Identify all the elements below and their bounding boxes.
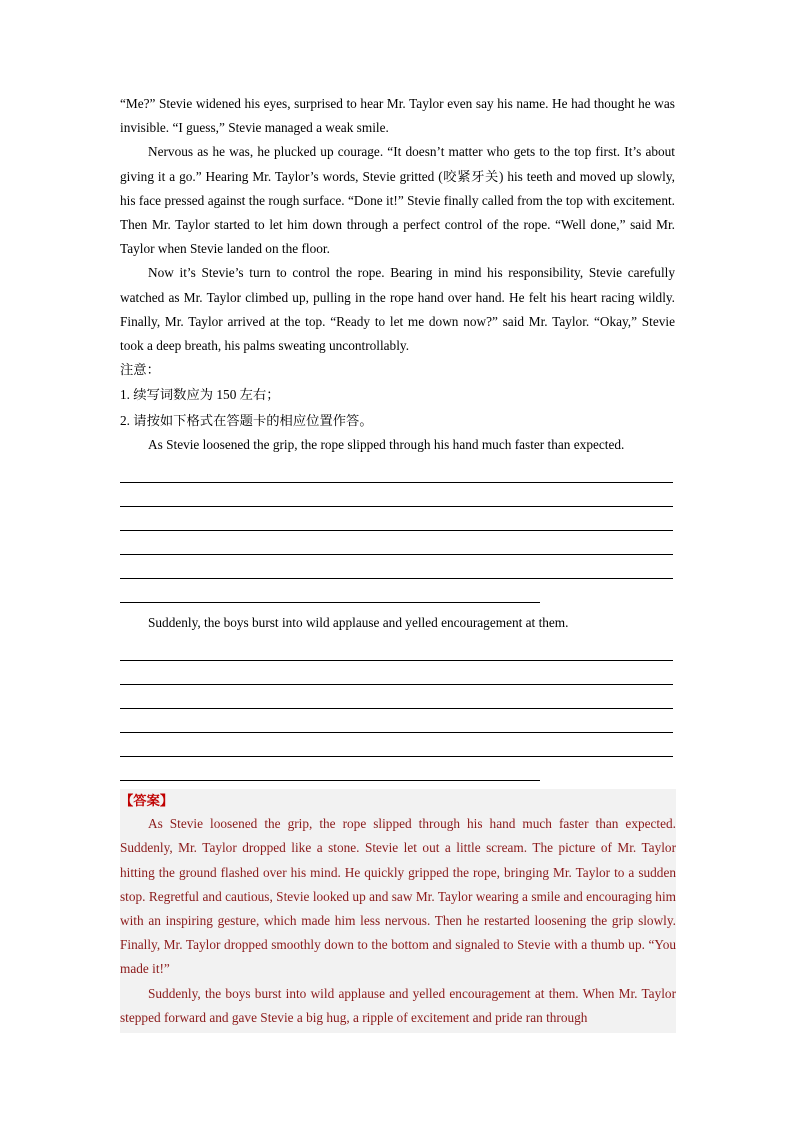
note-item: 2. 请按如下格式在答题卡的相应位置作答。 (120, 412, 373, 428)
story-paragraph: Nervous as he was, he plucked up courage. “It doesn’t matter who gets to the top first. It’s about giving it a go.” Hearing Mr. Taylor’s words, Stevie gritted (咬紧牙关) his teeth and moved up slowly, his face pressed against the rough surface. “Done it!” Stevie finally called from the top with excitement. Then Mr. Taylor started to let him down through a perfect control of the rope. “Well done,” said Mr. Taylor when Stevie landed on the floor. (120, 144, 675, 257)
writing-line (120, 555, 673, 579)
writing-line (120, 757, 540, 781)
notes-title: 注意： (120, 362, 160, 378)
answer-paragraph: Suddenly, the boys burst into wild applause and yelled encouragement at them. When Mr. Taylor stepped forward and gave Stevie a big hug, a ripple of excitement and pride ran through (120, 985, 676, 1025)
writing-prompt-1: As Stevie loosened the grip, the rope slipped through his hand much faster than expected. (148, 436, 625, 452)
answer-section (120, 789, 676, 1033)
writing-prompt-2: Suddenly, the boys burst into wild applause and yelled encouragement at them. (148, 615, 569, 631)
answer-paragraph: As Stevie loosened the grip, the rope slipped through his hand much faster than expected. Suddenly, Mr. Taylor dropped like a stone. Stevie let out a little scream. The picture of Mr. Taylor hitting the ground flashed over his mind. He quickly gripped the rope, bringing Mr. Taylor to a sudden stop. Regretful and cautious, Stevie looked up and saw Mr. Taylor wearing a smile and encouraging him with an inspiring gesture, which made him less nervous. Then he restarted loosening the grip slowly. Finally, Mr. Taylor dropped smoothly down to the bottom and signaled to Stevie with a thumb up. “You made it!” (120, 816, 676, 977)
writing-line (120, 483, 673, 507)
writing-line (120, 709, 673, 733)
note-item: 1. 续写词数应为 150 左右； (120, 387, 280, 403)
writing-line (120, 661, 673, 685)
answer-tag: 【答案】 (120, 793, 174, 809)
writing-line (120, 507, 673, 531)
document-page (120, 92, 675, 1033)
writing-line (120, 579, 540, 603)
writing-line (120, 459, 673, 483)
story-paragraph: Now it’s Stevie’s turn to control the rope. Bearing in mind his responsibility, Stevie carefully watched as Mr. Taylor climbed up, pulling in the rope hand over hand. He felt his heart racing wildly. Finally, Mr. Taylor arrived at the top. “Ready to let me down now?” said Mr. Taylor. “Okay,” Stevie took a deep breath, his palms sweating uncontrollably. (120, 265, 675, 354)
writing-line (120, 531, 673, 555)
answer-lines-1 (120, 459, 675, 603)
writing-line (120, 733, 673, 757)
writing-line (120, 685, 673, 709)
story-paragraph: “Me?” Stevie widened his eyes, surprised to hear Mr. Taylor even say his name. He had thought he was invisible. “I guess,” Stevie managed a weak smile. (120, 96, 675, 136)
writing-line (120, 637, 673, 661)
answer-lines-2 (120, 637, 675, 781)
